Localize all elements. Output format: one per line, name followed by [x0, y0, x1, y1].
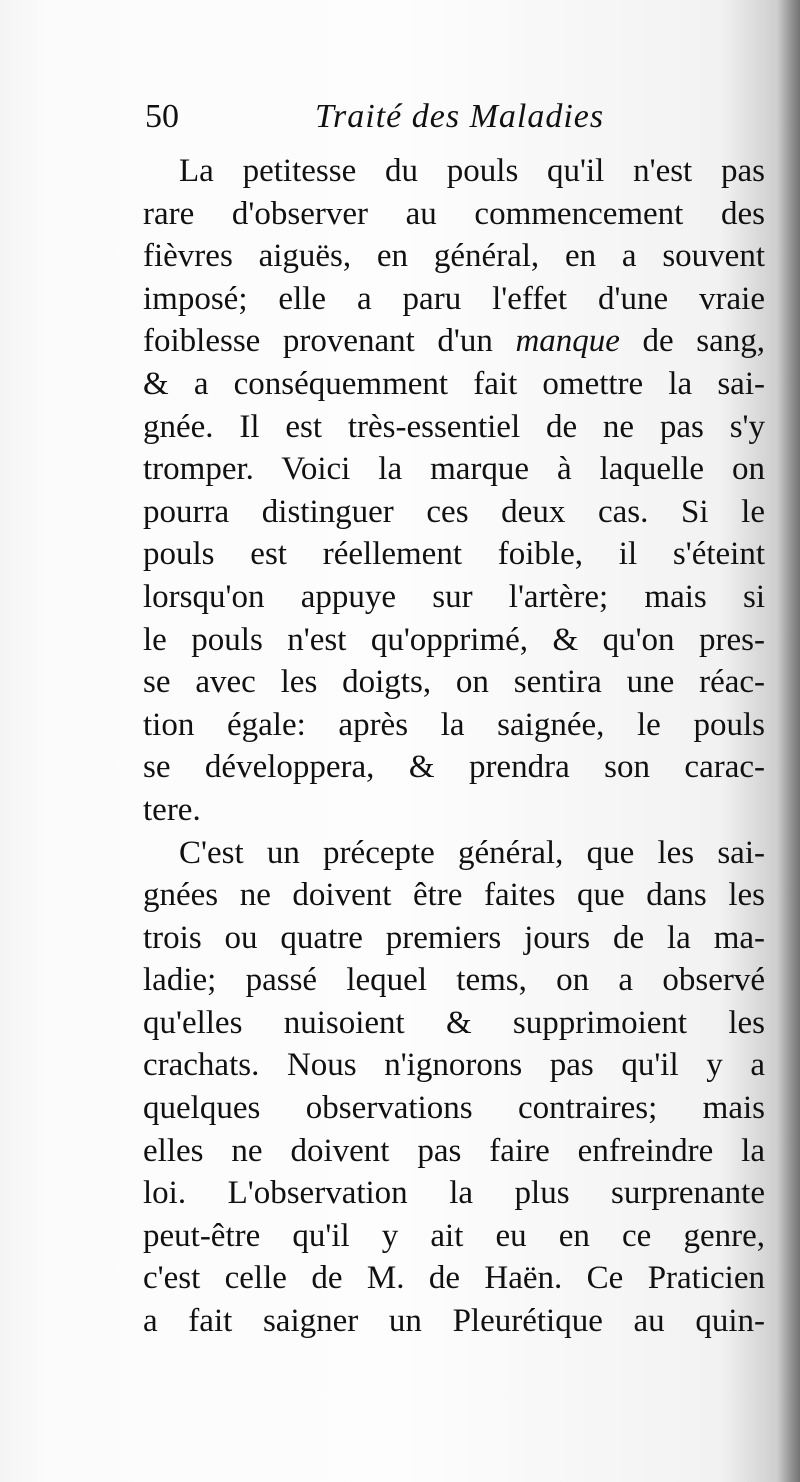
- text-line: & a conséquemment fait omettre la sai-: [143, 365, 765, 402]
- text-line: fièvres aiguës, en général, en a souvent: [143, 238, 765, 275]
- text-line: C'est un précepte général, que les sai-: [179, 834, 765, 871]
- text-line: crachats. Nous n'ignorons pas qu'il y a: [143, 1047, 765, 1084]
- paragraph-2: [143, 832, 765, 1343]
- text-line: tere.: [143, 791, 201, 828]
- text-line: tion égale: après la saignée, le pouls: [143, 706, 765, 743]
- text-line: gnées ne doivent être faites que dans les: [143, 877, 765, 914]
- text-line: elles ne doivent pas faire enfreindre la: [143, 1132, 765, 1169]
- body-text: [143, 150, 765, 1343]
- text-line: le pouls n'est qu'opprimé, & qu'on pres-: [143, 621, 765, 658]
- text-line: quelques observations contraires; mais: [143, 1090, 765, 1127]
- running-title: Traité des Maladies: [315, 98, 605, 135]
- emphasis: manque: [515, 323, 620, 360]
- page-header: [145, 98, 645, 142]
- text-line: rare d'observer au commencement des: [143, 195, 765, 232]
- text-line: a fait saigner un Pleurétique au quin-: [143, 1303, 765, 1340]
- text-line: se développera, & prendra son carac-: [143, 749, 765, 786]
- text-line: c'est celle de M. de Haën. Ce Praticien: [143, 1260, 765, 1297]
- text-line: pourra distinguer ces deux cas. Si le: [143, 493, 765, 530]
- page-edge-shadow: [778, 0, 800, 1482]
- text-line: foiblesse provenant d'un manque de sang,: [143, 323, 766, 360]
- text-line: peut-être qu'il y ait eu en ce genre,: [143, 1217, 765, 1254]
- text-line: pouls est réellement foible, il s'éteint: [143, 536, 765, 573]
- text-line: imposé; elle a paru l'effet d'une vraie: [143, 280, 765, 317]
- text-line: trois ou quatre premiers jours de la ma-: [143, 919, 765, 956]
- page-number: 50: [145, 98, 179, 135]
- text-line: qu'elles nuisoient & supprimoient les: [143, 1004, 765, 1041]
- text-line: La petitesse du pouls qu'il n'est pas: [179, 153, 765, 189]
- text-line: lorsqu'on appuye sur l'artère; mais si: [143, 578, 765, 615]
- text-line: gnée. Il est très-essentiel de ne pas s'y: [143, 408, 765, 445]
- text-line: se avec les doigts, on sentira une réac-: [143, 664, 765, 701]
- text-line: loi. L'observation la plus surprenante: [143, 1175, 765, 1212]
- paragraph-1: [143, 150, 765, 832]
- text-line: tromper. Voici la marque à laquelle on: [143, 451, 765, 488]
- text-line: ladie; passé lequel tems, on a observé: [143, 962, 765, 999]
